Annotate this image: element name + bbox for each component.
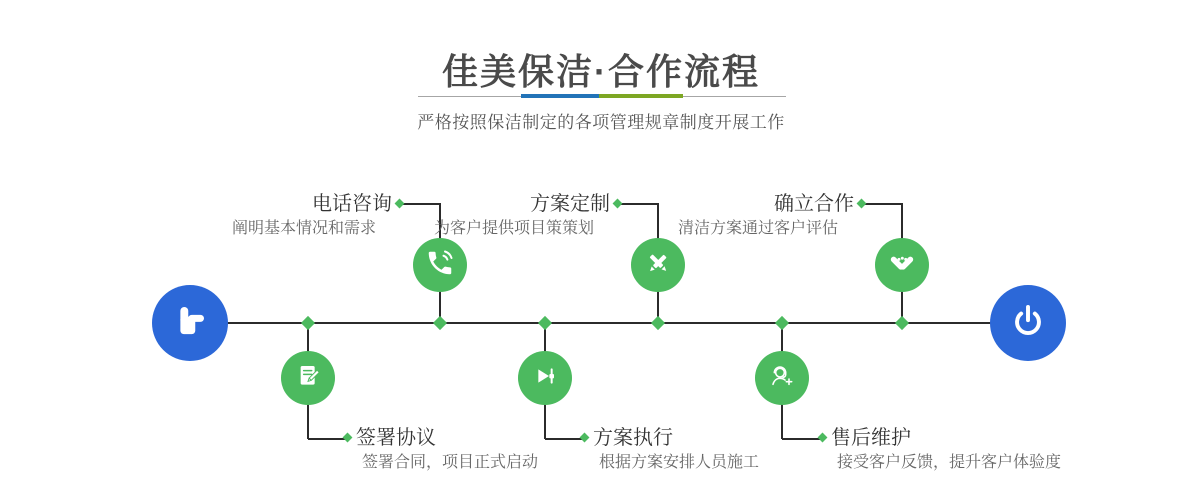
elbow-step3 (863, 203, 902, 205)
label-diamond (343, 433, 353, 443)
junction-diamond (301, 316, 315, 330)
junction-diamond (651, 316, 665, 330)
step-title: 方案定制 (530, 193, 610, 215)
step-desc: 接受客户反馈，提升客户体验度 (837, 454, 1062, 471)
step2-label (360, 191, 610, 240)
step3-label (604, 191, 854, 240)
step-title: 方案执行 (593, 427, 673, 449)
step6-label (831, 425, 1131, 474)
pointing-hand-icon (169, 300, 211, 347)
step3-circle (875, 238, 929, 292)
crossed-pencils-icon (642, 247, 674, 284)
power-icon (1007, 300, 1049, 347)
step-title: 签署协议 (356, 427, 436, 449)
start-node (152, 285, 228, 361)
step1-circle (413, 238, 467, 292)
step2-circle (631, 238, 685, 292)
junction-diamond (895, 316, 909, 330)
junction-diamond (433, 316, 447, 330)
step4-circle (281, 351, 335, 405)
divider-green-segment (599, 94, 683, 98)
step5-circle (518, 351, 572, 405)
step-title: 确立合作 (774, 193, 854, 215)
play-slider-icon (529, 360, 561, 397)
headset-icon (766, 360, 798, 397)
contract-icon (292, 360, 324, 397)
end-node (990, 285, 1066, 361)
page-title: 佳美保洁·合作流程 (442, 51, 760, 92)
label-diamond (857, 199, 867, 209)
page-subtitle: 严格按照保洁制定的各项管理规章制度开展工作 (417, 113, 785, 132)
step1-label (142, 191, 392, 240)
handshake-icon (886, 247, 918, 284)
phone-icon (425, 248, 455, 283)
step-desc: 根据方案安排人员施工 (599, 454, 760, 471)
step-desc: 清洁方案通过客户评估 (677, 220, 838, 237)
step6-circle (755, 351, 809, 405)
elbow-step4 (308, 438, 346, 440)
junction-diamond (775, 316, 789, 330)
step-title: 售后维护 (831, 427, 911, 449)
step-desc: 为客户提供项目策策划 (433, 220, 594, 237)
junction-diamond (538, 316, 552, 330)
divider-blue-segment (521, 94, 599, 98)
step-desc: 签署合同，项目正式启动 (362, 454, 539, 471)
step-desc: 阐明基本情况和需求 (231, 220, 376, 237)
step-title: 电话咨询 (312, 193, 392, 215)
